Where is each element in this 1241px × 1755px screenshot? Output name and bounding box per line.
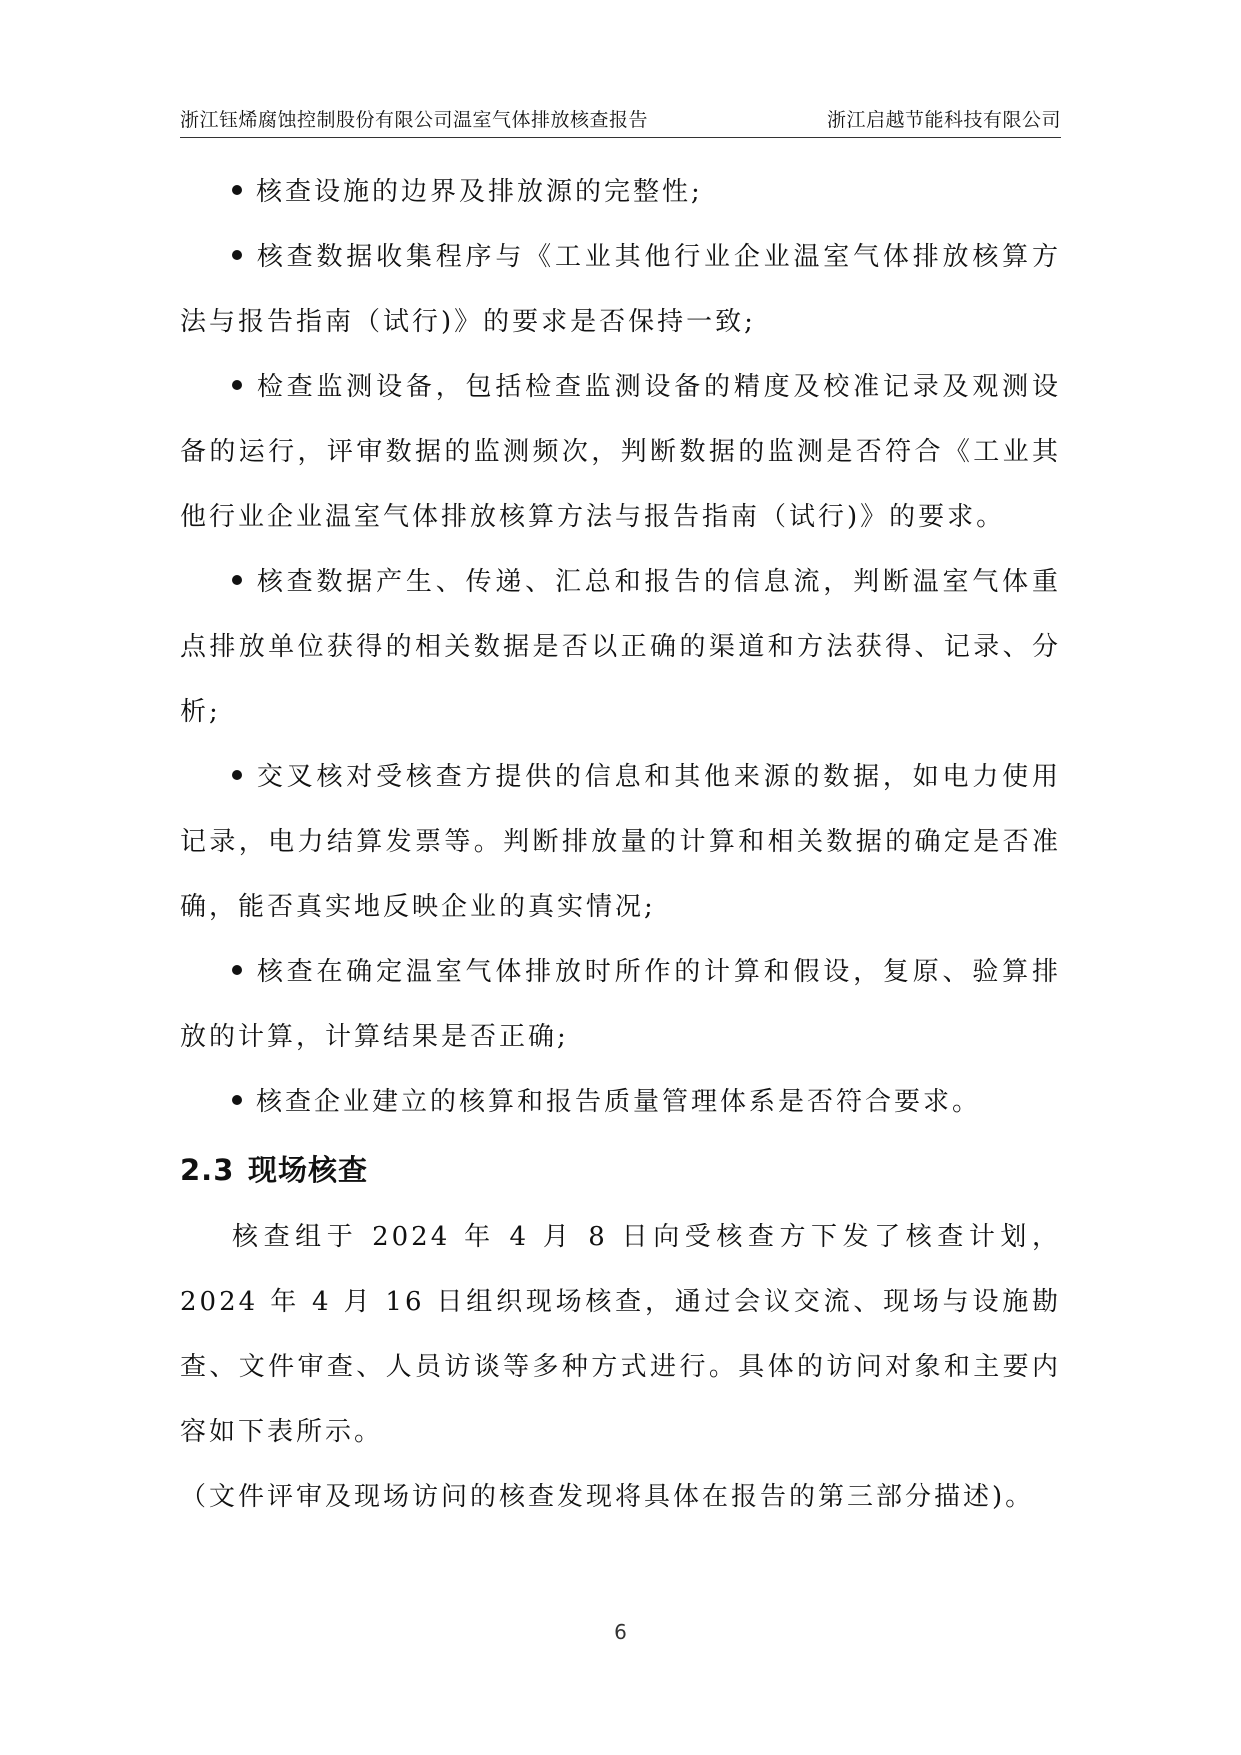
bullet-icon xyxy=(232,965,242,975)
section-heading xyxy=(180,1135,1061,1205)
bullet-text: 交叉核对受核查方提供的信息和其他来源的数据，如电力使用记录，电力结算发票等。判断排放量的计算和相关数据的确定是否准确，能否真实地反映企业的真实情况; xyxy=(180,762,1061,922)
bullet-icon xyxy=(232,770,242,780)
bullet-item xyxy=(180,160,1061,225)
bullet-text: 核查数据产生、传递、汇总和报告的信息流，判断温室气体重点排放单位获得的相关数据是否以正确的渠道和方法获得、记录、分析; xyxy=(180,567,1061,727)
bullet-text: 检查监测设备，包括检查监测设备的精度及校准记录及观测设备的运行，评审数据的监测频次，判断数据的监测是否符合《工业其他行业企业温室气体排放核算方法与报告指南（试行)》的要求。 xyxy=(180,372,1061,532)
bullet-item xyxy=(180,225,1061,355)
body-paragraph: 核查组于 2024 年 4 月 8 日向受核查方下发了核查计划，2024 年 4 月 16 日组织现场核查，通过会议交流、现场与设施勘查、文件审查、人员访谈等多种方式进行。具体的访问对象和主要内容如下表所示。 xyxy=(180,1222,1061,1447)
header-report-title: 浙江钰烯腐蚀控制股份有限公司温室气体排放核查报告 xyxy=(180,109,649,131)
page-header xyxy=(180,102,1061,132)
bullet-item xyxy=(180,550,1061,745)
page-number: 6 xyxy=(614,1620,627,1644)
bullet-text: 核查设施的边界及排放源的完整性; xyxy=(256,177,703,207)
bullet-item xyxy=(180,745,1061,940)
bullet-text: 核查在确定温室气体排放时所作的计算和假设，复原、验算排放的计算，计算结果是否正确; xyxy=(180,957,1061,1052)
bullet-item xyxy=(180,940,1061,1070)
page-content xyxy=(180,160,1061,1530)
bullet-icon xyxy=(232,185,242,195)
header-company: 浙江启越节能科技有限公司 xyxy=(826,109,1061,131)
header-divider xyxy=(180,137,1061,138)
bullet-icon xyxy=(232,250,242,260)
bullet-icon xyxy=(232,575,242,585)
body-paragraph-note: （文件评审及现场访问的核查发现将具体在报告的第三部分描述)。 xyxy=(180,1482,1035,1512)
bullet-text: 核查数据收集程序与《工业其他行业企业温室气体排放核算方法与报告指南（试行)》的要求是否保持一致; xyxy=(180,242,1061,337)
bullet-item xyxy=(180,1070,1061,1135)
bullet-icon xyxy=(232,1095,242,1105)
section-title: 现场核查 xyxy=(248,1153,369,1187)
section-number: 2.3 xyxy=(180,1153,235,1187)
bullet-icon xyxy=(232,380,242,390)
bullet-text: 核查企业建立的核算和报告质量管理体系是否符合要求。 xyxy=(256,1087,982,1117)
bullet-item xyxy=(180,355,1061,550)
